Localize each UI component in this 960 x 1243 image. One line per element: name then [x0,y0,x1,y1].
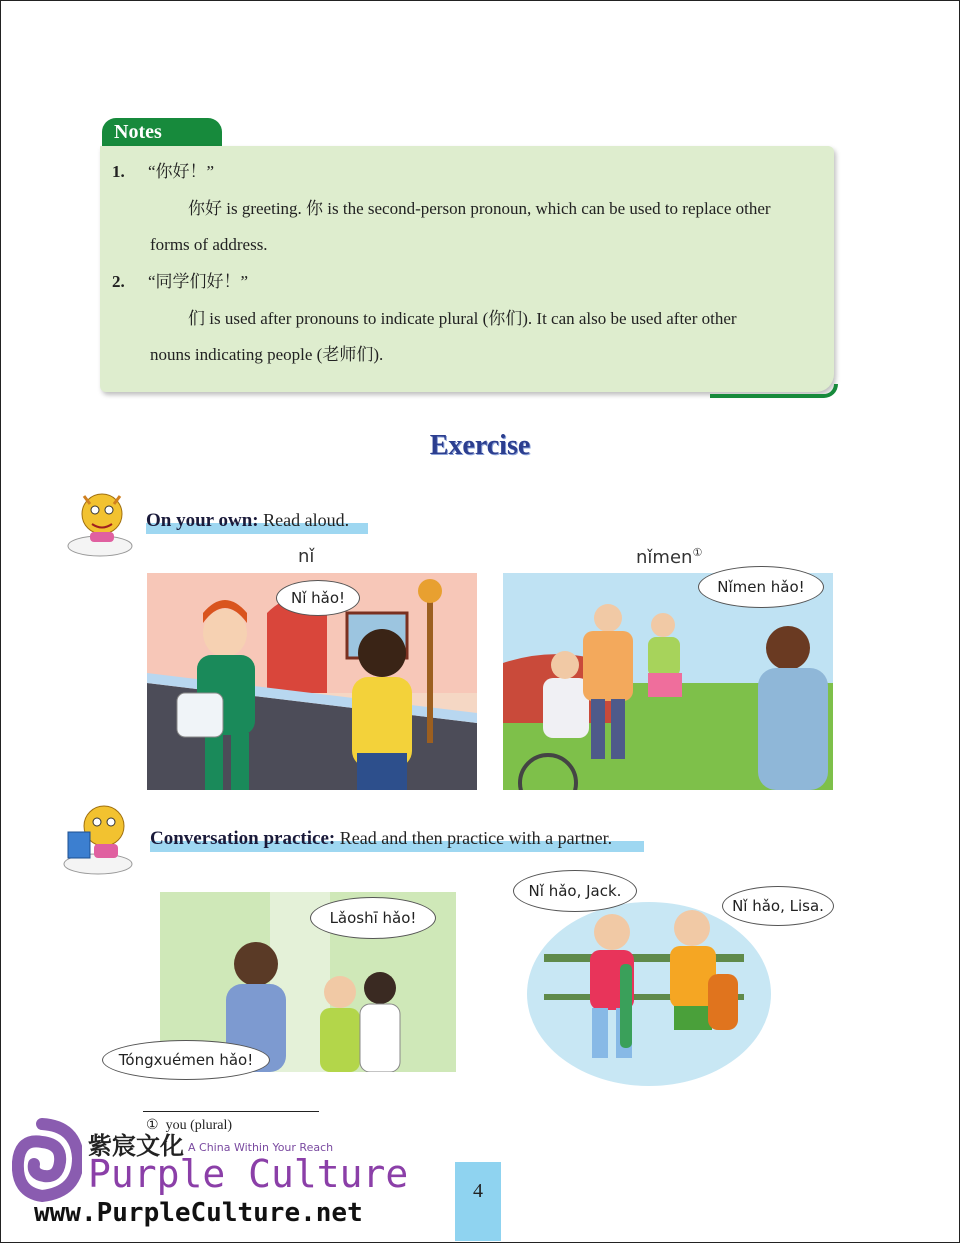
notes-title: Notes [114,121,162,143]
section-instruction: Read aloud. [263,510,350,530]
notes-corner-accent [710,384,838,398]
speech-bubble: Nǐ hǎo, Lisa. [722,886,834,926]
speech-bubble: Nǐ hǎo! [276,580,360,616]
section-instruction: Read and then practice with a partner. [339,828,613,848]
note-phrase: “同学们好！” [148,272,249,291]
note-text: 你好 is greeting. 你 is the second-person pronoun, which can be used to replace other [188,199,771,218]
note-number: 2. [112,272,125,291]
section-title: Conversation practice: [150,828,336,849]
exercise-title: Exercise [429,430,531,461]
note-text: forms of address. [150,235,268,254]
speech-bubble: Nǐ hǎo, Jack. [513,870,637,912]
watermark-tagline: A China Within Your Reach [188,1141,334,1154]
purple-culture-logo-icon [12,1118,82,1202]
dragon-mascot-icon [64,486,140,560]
watermark-chinese: 紫宸文化 [88,1132,184,1160]
note-phrase: “你好！” [148,162,215,181]
footnote-rule [143,1111,319,1112]
page-number-box [455,1162,501,1241]
section-heading-conversation-practice [150,828,644,852]
speech-bubble: Tóngxuémen hǎo! [102,1040,270,1080]
pinyin-label: nǐ [298,546,315,567]
speech-bubble: Lǎoshī hǎo! [310,897,436,939]
page-number: 4 [473,1180,483,1202]
section-heading-on-your-own [146,510,368,534]
dragon-reading-mascot-icon [60,798,140,878]
note-number: 1. [112,162,125,181]
footnote: ① you (plural) [146,1118,233,1133]
section-title: On your own: [146,510,259,531]
watermark-name: Purple Culture [88,1152,409,1196]
note-text: 们 is used after pronouns to indicate plural (你们). It can also be used after other [188,309,737,328]
pinyin-label: nǐmen① [636,546,703,568]
watermark-url: www.PurpleCulture.net [34,1198,363,1228]
note-text: nouns indicating people (老师们). [150,345,384,364]
speech-bubble: Nǐmen hǎo! [698,566,824,608]
